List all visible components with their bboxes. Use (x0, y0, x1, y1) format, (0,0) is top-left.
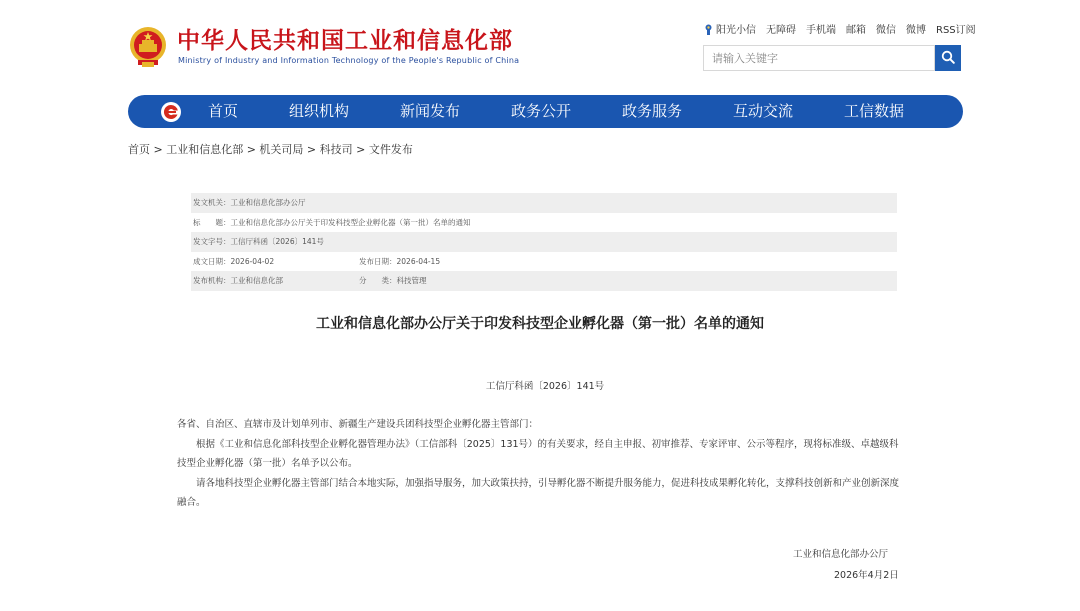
site-subtitle: Ministry of Industry and Information Technology of the People's Republic of China (178, 56, 520, 65)
site-title[interactable]: 中华人民共和国工业和信息化部 (177, 28, 513, 54)
toplink-accessibility[interactable]: 无障碍 (766, 25, 796, 36)
nav-item-news[interactable]: 新闻发布 (399, 102, 461, 120)
article-paragraph-1: 根据《工业和信息化部科技型企业孵化器管理办法》（工信部科〔2025〕131号）的有关要求，经自主申报、初审推荐、专家评审、公示等程序，现将标准级、卓越级科技型企业孵化器（第一批）名单予以公布。 (177, 438, 899, 469)
nav-item-interaction[interactable]: 互动交流 (732, 102, 794, 120)
meta-issuer: 发文机关：工业和信息化部办公厅 (193, 198, 306, 207)
article-signer: 工业和信息化部办公厅 (793, 549, 889, 560)
meta-row-dates (191, 252, 897, 272)
nav-item-affairs[interactable]: 政务公开 (510, 102, 572, 120)
meta-doc-no: 发文字号：工信厅科函〔2026〕141号 (193, 237, 324, 246)
article-salutation: 各省、自治区、直辖市及计划单列市、新疆生产建设兵团科技型企业孵化器主管部门： (177, 419, 539, 430)
top-links (704, 21, 976, 36)
breadcrumb[interactable]: 首页 > 工业和信息化部 > 机关司局 > 科技司 > 文件发布 (128, 143, 413, 156)
nav-item-home[interactable]: 首页 (207, 102, 239, 120)
search-button[interactable] (935, 45, 961, 71)
meta-title: 标 题：工业和信息化部办公厅关于印发科技型企业孵化器（第一批）名单的通知 (193, 217, 471, 227)
nav-item-organization[interactable]: 组织机构 (288, 102, 350, 120)
meta-row-title (191, 213, 897, 233)
search-input[interactable] (703, 45, 935, 71)
toplink-mail[interactable]: 邮箱 (846, 25, 866, 36)
article-title: 工业和信息化部办公厅关于印发科技型企业孵化器（第一批）名单的通知 (316, 316, 764, 332)
toplink-weibo[interactable]: 微博 (906, 25, 926, 36)
toplink-mobile[interactable]: 手机端 (806, 25, 836, 36)
meta-row-issuer (191, 193, 897, 213)
search-icon (941, 49, 955, 68)
meta-row-publisher (191, 271, 897, 291)
document-metadata-table (191, 193, 897, 291)
nav-item-services[interactable]: 政务服务 (621, 102, 683, 120)
article-body (177, 415, 899, 513)
meta-published-date: 发布日期：2026-04-15 (359, 256, 441, 266)
article-doc-number: 工信厅科函〔2026〕141号 (485, 381, 605, 392)
national-emblem-icon (128, 24, 168, 68)
nav-item-data[interactable]: 工信数据 (843, 102, 905, 120)
toplink-wechat[interactable]: 微信 (876, 25, 896, 36)
article-paragraph-2: 请各地科技型企业孵化器主管部门结合本地实际，加强指导服务，加大政策扶持，引导孵化器不断提升服务能力，促进科技成果孵化转化，支撑科技创新和产业创新深度融合。 (177, 477, 900, 508)
meta-created-date: 成文日期：2026-04-02 (193, 256, 275, 266)
sun-icon (704, 24, 713, 36)
article-date: 2026年4月2日 (834, 570, 899, 581)
meta-category: 分 类：科技管理 (359, 276, 427, 285)
meta-row-docno (191, 232, 897, 252)
meta-publisher: 发布机构：工业和信息化部 (193, 276, 283, 285)
miit-logo-icon[interactable] (160, 101, 182, 123)
toplink-sunshine[interactable]: 阳光小信 (704, 21, 756, 36)
toplink-rss[interactable]: RSS订阅 (936, 25, 976, 36)
